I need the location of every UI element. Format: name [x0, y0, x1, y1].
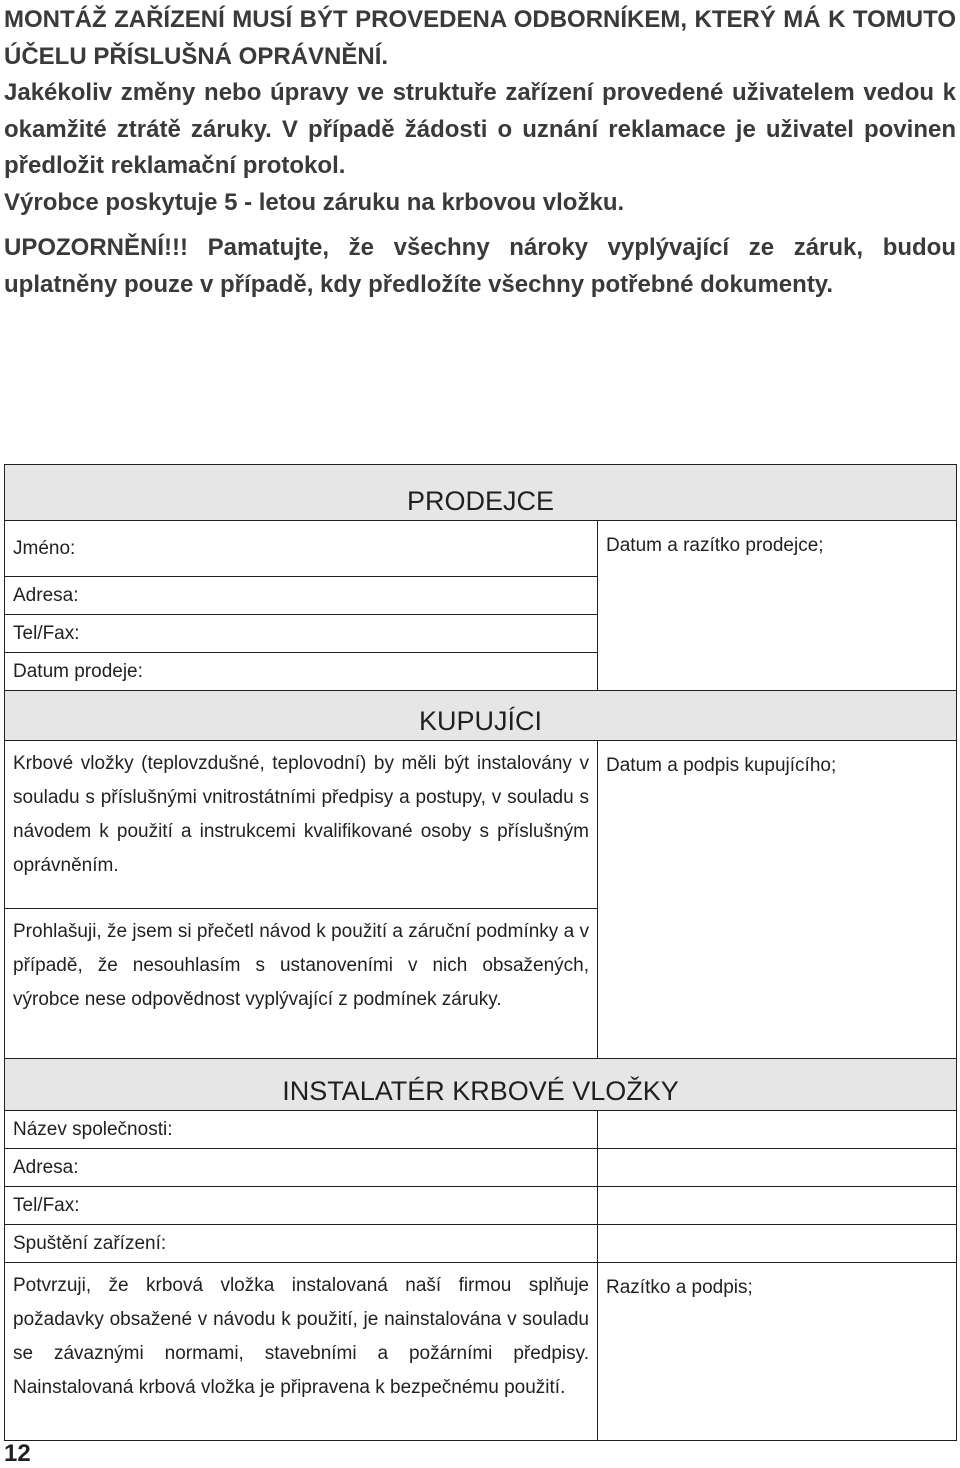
- installer-address-field[interactable]: Adresa:: [5, 1149, 598, 1187]
- installer-address-value[interactable]: [598, 1149, 957, 1187]
- page-number: 12: [4, 1440, 31, 1467]
- buyer-installation-note: Krbové vložky (teplovzdušné, teplovodní) by měli být instalovány v souladu s příslušnými vnitrostátními předpisy a postupy, v souladu s návodem k použití a instrukcemi kvalifikované osoby s příslušným oprávněním.: [5, 741, 598, 909]
- intro-warning: UPOZORNĚNÍ!!! Pamatujte, že všechny nároky vyplývající ze záruk, budou uplatněny pouze v případě, kdy předložíte všechny potřebné dokumenty.: [4, 234, 956, 298]
- seller-stamp-field[interactable]: Datum a razítko prodejce;: [598, 521, 957, 691]
- installer-confirmation: Potvrzuji, že krbová vložka instalovaná naší firmou splňuje požadavky obsažené v návodu k použití, je nainstalována v souladu se závaznými normami, stavebními a požárními předpisy. Nainstalovaná krbová vložka je připravena k bezpečnému použití.: [5, 1263, 598, 1441]
- seller-date-field[interactable]: Datum prodeje:: [5, 653, 598, 691]
- buyer-section-header: KUPUJÍCI: [5, 691, 957, 741]
- seller-address-field[interactable]: Adresa:: [5, 577, 598, 615]
- seller-section-header: PRODEJCE: [5, 465, 957, 521]
- installer-company-value[interactable]: [598, 1111, 957, 1149]
- installer-startup-value[interactable]: [598, 1225, 957, 1263]
- intro-line-montaz: MONTÁŽ ZAŘÍZENÍ MUSÍ BÝT PROVEDENA ODBORNÍKEM, KTERÝ MÁ K TOMUTO ÚČELU PŘÍSLUŠNÁ OPRÁVNĚNÍ.: [4, 6, 956, 70]
- installer-stamp-field[interactable]: Razítko a podpis;: [598, 1263, 957, 1441]
- buyer-signature-field[interactable]: Datum a podpis kupujícího;: [598, 741, 957, 1059]
- installer-startup-field[interactable]: Spuštění zařízení:: [5, 1225, 598, 1263]
- buyer-declaration: Prohlašuji, že jsem si přečetl návod k použití a záruční podmínky a v případě, že nesouhlasím s ustanoveními v nich obsažených, výrobce nese odpovědnost vyplývající z podmínek záruky.: [5, 909, 598, 1059]
- seller-telfax-field[interactable]: Tel/Fax:: [5, 615, 598, 653]
- installer-telfax-field[interactable]: Tel/Fax:: [5, 1187, 598, 1225]
- intro-text: [4, 2, 956, 303]
- intro-line-zmeny: Jakékoliv změny nebo úpravy ve struktuře zařízení provedené uživatelem vedou k okamžité ztrátě záruky. V případě žádosti o uznání reklamace je uživatel povinen předložit reklamační protokol.: [4, 79, 956, 179]
- installer-telfax-value[interactable]: [598, 1187, 957, 1225]
- seller-name-field[interactable]: Jméno:: [5, 521, 598, 577]
- intro-line-zaruka: Výrobce poskytuje 5 - letou záruku na krbovou vložku.: [4, 188, 625, 216]
- warranty-form: [4, 464, 957, 1441]
- installer-section-header: INSTALATÉR KRBOVÉ VLOŽKY: [5, 1059, 957, 1111]
- installer-company-field[interactable]: Název společnosti:: [5, 1111, 598, 1149]
